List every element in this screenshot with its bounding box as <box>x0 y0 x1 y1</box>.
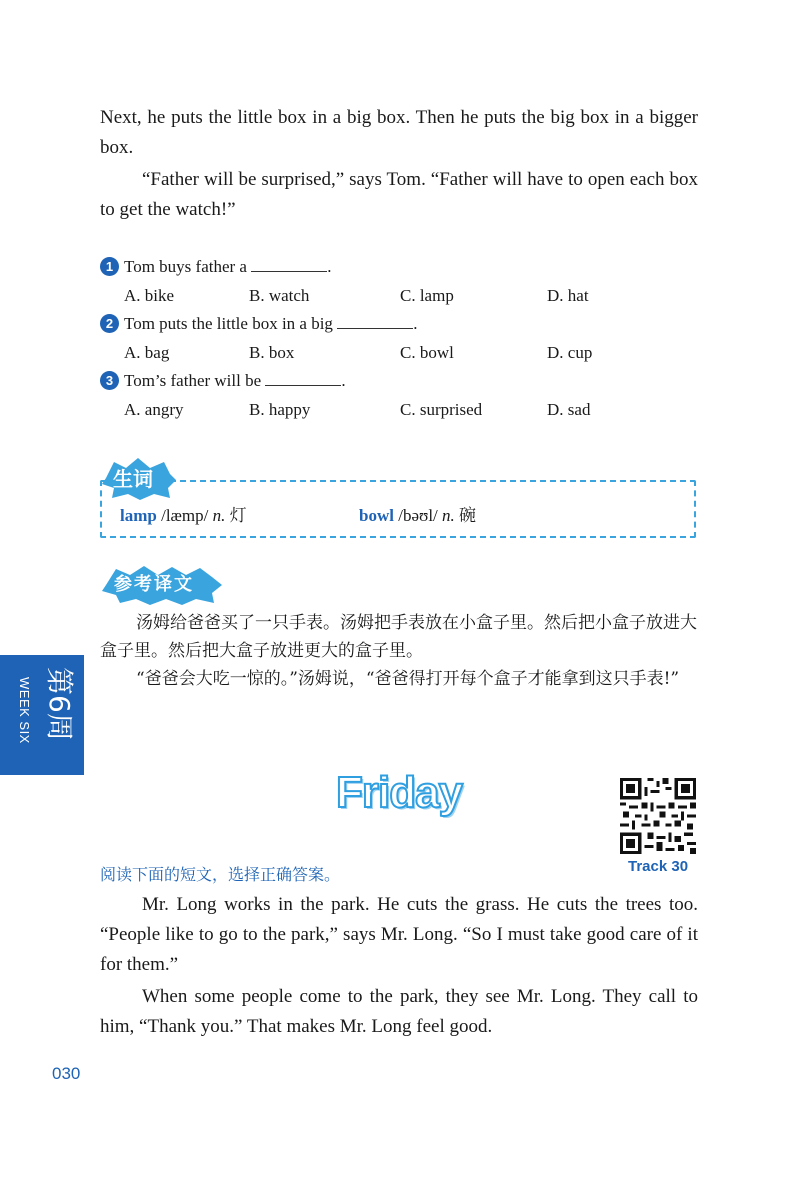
vocab-item-lamp <box>120 505 247 527</box>
vocab-heading: 生词 <box>113 467 153 491</box>
friday-paragraph-1: Mr. Long works in the park. He cuts the grass. He cuts the trees too. “People like to go to the park,” says Mr. Long. “So I must take good care of it for them.” <box>100 894 698 975</box>
translation-paragraph-2: “爸爸会大吃一惊的。”汤姆说，“爸爸得打开每个盒子才能拿到这只手表!” <box>136 669 680 689</box>
question-stem: Tom buys father a <box>124 257 247 276</box>
friday-title: Friday <box>336 768 463 817</box>
week-side-tab <box>0 655 84 775</box>
question-1 <box>100 256 331 278</box>
question-2 <box>100 313 417 335</box>
page-number: 030 <box>52 1064 81 1083</box>
story-paragraph-2: “Father will be surprised,” says Tom. “Father will have to open each box to get the watch!” <box>100 169 698 220</box>
vocab-pos: n. <box>212 506 226 525</box>
question-stem: Tom’s father will be <box>124 371 262 390</box>
week-side-tab-graphic <box>0 655 84 775</box>
answer-blank <box>251 257 327 272</box>
question-end: . <box>327 257 332 276</box>
option-3a: A. angry <box>124 400 184 419</box>
week-label-en: WEEK SIX <box>17 677 32 744</box>
question-number: 2 <box>100 314 119 333</box>
option-2b: B. box <box>249 343 295 362</box>
vocab-meaning: 灯 <box>225 506 247 525</box>
option-2c: C. bowl <box>400 343 454 362</box>
question-stem: Tom puts the little box in a big <box>124 314 333 333</box>
question-number: 3 <box>100 371 119 390</box>
option-2d: D. cup <box>547 343 593 362</box>
option-1d: D. hat <box>547 286 589 305</box>
answer-blank <box>265 371 341 386</box>
option-3c: C. surprised <box>400 400 483 419</box>
option-2a: A. bag <box>124 343 170 362</box>
track-label: Track 30 <box>628 858 689 875</box>
question-end: . <box>413 314 418 333</box>
question-end: . <box>341 371 346 390</box>
vocab-phonetic: /bəʊl/ <box>393 506 443 525</box>
story-paragraph-1: Next, he puts the little box in a big box. Then he puts the big box in a bigger box. <box>100 107 698 158</box>
option-3b: B. happy <box>249 400 311 419</box>
translation-paragraph-1: 汤姆给爸爸买了一只手表。汤姆把手表放在小盒子里。然后把小盒子放进大盒子里。然后把大盒子放进更大的盒子里。 <box>100 613 697 661</box>
vocab-word: lamp <box>120 506 157 525</box>
vocab-pos: n. <box>442 506 455 525</box>
vocab-meaning: 碗 <box>454 506 477 525</box>
option-1b: B. watch <box>249 286 310 305</box>
vocab-word: bowl <box>359 506 394 525</box>
question-number: 1 <box>100 257 119 276</box>
vocab-item-bowl <box>359 505 476 527</box>
question-3 <box>100 370 346 392</box>
translation-heading: 参考译文 <box>114 574 194 595</box>
vocab-phonetic: /læmp/ <box>156 506 213 525</box>
option-1a: A. bike <box>124 286 175 305</box>
week-label-cn: 第6周 <box>43 667 76 741</box>
answer-blank <box>337 314 413 329</box>
instruction-text: 阅读下面的短文，选择正确答案。 <box>100 865 341 884</box>
option-1c: C. lamp <box>400 286 454 305</box>
friday-paragraph-2: When some people come to the park, they see Mr. Long. They call to him, “Thank you.” That makes Mr. Long feel good. <box>100 986 698 1037</box>
qr-code-icon[interactable] <box>620 778 696 854</box>
option-3d: D. sad <box>547 400 591 419</box>
